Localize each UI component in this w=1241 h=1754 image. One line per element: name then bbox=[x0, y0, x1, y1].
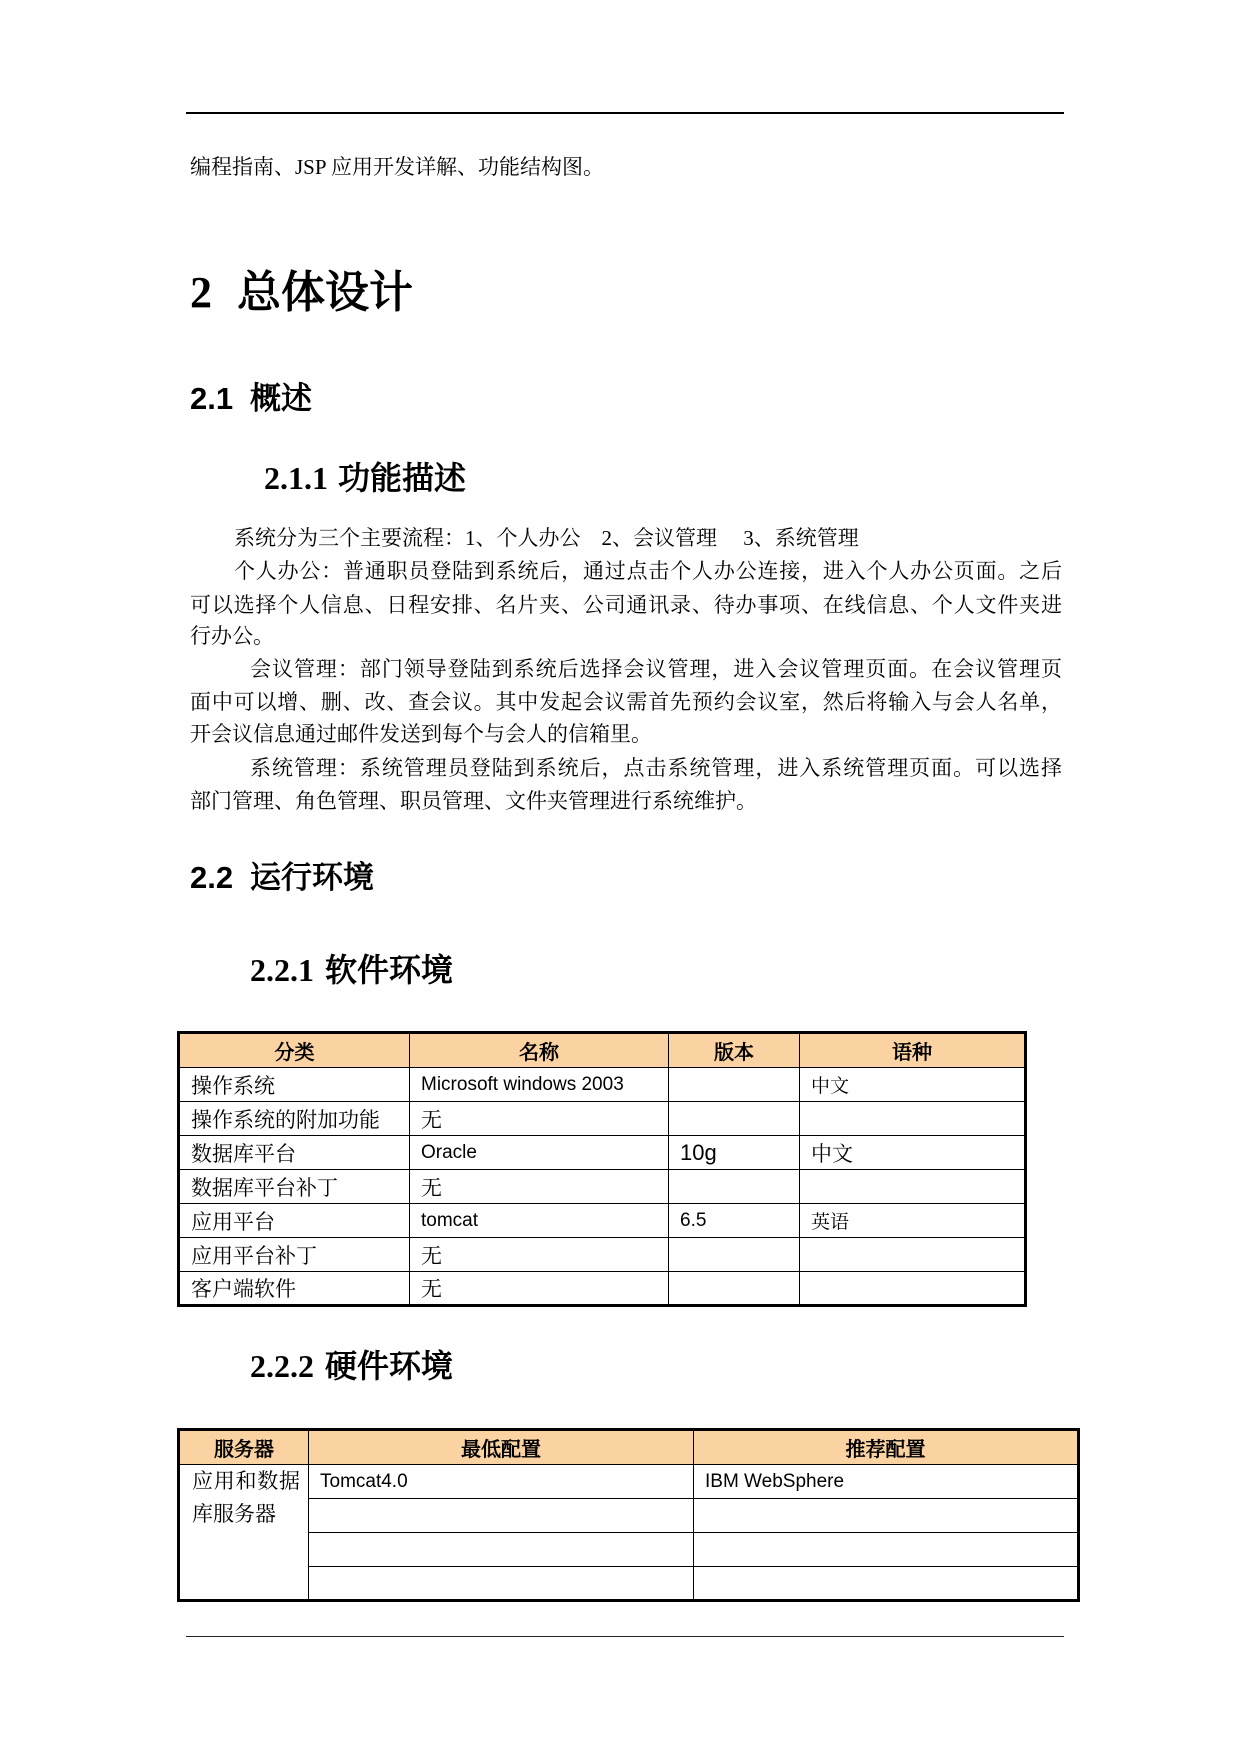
table-row bbox=[179, 1238, 1026, 1272]
table-row bbox=[179, 1465, 1079, 1499]
language-cell bbox=[800, 1102, 1026, 1136]
name-cell: 无 bbox=[410, 1272, 669, 1306]
subsection-title: 软件环境 bbox=[325, 952, 454, 988]
section-number: 2.1 bbox=[190, 381, 234, 416]
column-header-language: 语种 bbox=[800, 1033, 1026, 1068]
subsection-number: 2.2.2 bbox=[250, 1348, 314, 1384]
column-header-version: 版本 bbox=[669, 1033, 800, 1068]
paragraph-line: 开会议信息通过邮件发送到每个与会人的信箱里。 bbox=[190, 722, 652, 746]
version-cell: 10g bbox=[669, 1136, 800, 1170]
column-header-server: 服务器 bbox=[179, 1430, 309, 1465]
category-cell: 客户端软件 bbox=[179, 1272, 410, 1306]
paragraph-line: 系统管理：系统管理员登陆到系统后，点击系统管理，进入系统管理页面。可以选择 bbox=[250, 756, 1062, 780]
table-row bbox=[179, 1499, 1079, 1533]
table-row bbox=[179, 1136, 1026, 1170]
paragraph-line: 面中可以增、删、改、查会议。其中发起会议需首先预约会议室，然后将输入与会人名单， bbox=[190, 690, 1062, 714]
subsection-heading-software bbox=[250, 950, 453, 990]
column-header-name: 名称 bbox=[410, 1033, 669, 1068]
table-row bbox=[179, 1533, 1079, 1567]
version-cell bbox=[669, 1272, 800, 1306]
section-title: 概述 bbox=[250, 381, 312, 416]
subsection-heading-hardware bbox=[250, 1346, 453, 1386]
category-cell: 数据库平台补丁 bbox=[179, 1170, 410, 1204]
column-header-category: 分类 bbox=[179, 1033, 410, 1068]
category-cell: 操作系统 bbox=[179, 1068, 410, 1102]
column-header-minimum-config: 最低配置 bbox=[309, 1430, 694, 1465]
category-cell: 操作系统的附加功能 bbox=[179, 1102, 410, 1136]
recommended-config-cell bbox=[694, 1499, 1079, 1533]
hardware-environment-table bbox=[177, 1428, 1080, 1602]
table-row bbox=[179, 1170, 1026, 1204]
footer-rule bbox=[186, 1636, 1064, 1637]
version-cell: 6.5 bbox=[669, 1204, 800, 1238]
language-cell bbox=[800, 1238, 1026, 1272]
name-cell: Microsoft windows 2003 bbox=[410, 1068, 669, 1102]
paragraph-line: 可以选择个人信息、日程安排、名片夹、公司通讯录、待办事项、在线信息、个人文件夹进 bbox=[190, 593, 1062, 617]
language-cell: 中文 bbox=[800, 1068, 1026, 1102]
category-cell: 应用平台 bbox=[179, 1204, 410, 1238]
subsection-title: 硬件环境 bbox=[325, 1348, 454, 1384]
table-header-row bbox=[179, 1430, 1079, 1465]
recommended-config-cell: IBM WebSphere bbox=[694, 1465, 1079, 1499]
language-cell bbox=[800, 1272, 1026, 1306]
version-cell bbox=[669, 1102, 800, 1136]
table-row bbox=[179, 1102, 1026, 1136]
version-cell bbox=[669, 1068, 800, 1102]
name-cell: 无 bbox=[410, 1170, 669, 1204]
section-title: 运行环境 bbox=[250, 860, 374, 895]
language-cell: 中文 bbox=[800, 1136, 1026, 1170]
intro-line: 编程指南、JSP 应用开发详解、功能结构图。 bbox=[190, 155, 604, 179]
language-cell bbox=[800, 1170, 1026, 1204]
subsection-title: 功能描述 bbox=[338, 460, 467, 496]
name-cell: Oracle bbox=[410, 1136, 669, 1170]
section-number: 2.2 bbox=[190, 860, 234, 895]
section-heading-overview bbox=[190, 379, 312, 419]
category-cell: 应用平台补丁 bbox=[179, 1238, 410, 1272]
recommended-config-cell bbox=[694, 1533, 1079, 1567]
paragraph-line: 个人办公：普通职员登陆到系统后，通过点击个人办公连接，进入个人办公页面。之后 bbox=[234, 559, 1062, 583]
paragraph-line: 系统分为三个主要流程：1、个人办公 2、会议管理 3、系统管理 bbox=[234, 526, 859, 550]
paragraph-line: 行办公。 bbox=[190, 624, 274, 648]
version-cell bbox=[669, 1238, 800, 1272]
category-cell: 数据库平台 bbox=[179, 1136, 410, 1170]
section-heading-environment bbox=[190, 858, 374, 898]
language-cell: 英语 bbox=[800, 1204, 1026, 1238]
table-row bbox=[179, 1204, 1026, 1238]
subsection-heading-function bbox=[264, 458, 466, 498]
chapter-number: 2 bbox=[190, 268, 212, 317]
minimum-config-cell: Tomcat4.0 bbox=[309, 1465, 694, 1499]
table-row bbox=[179, 1068, 1026, 1102]
subsection-number: 2.1.1 bbox=[264, 460, 328, 496]
name-cell: tomcat bbox=[410, 1204, 669, 1238]
version-cell bbox=[669, 1170, 800, 1204]
minimum-config-cell bbox=[309, 1567, 694, 1601]
chapter-title: 总体设计 bbox=[237, 268, 413, 317]
minimum-config-cell bbox=[309, 1499, 694, 1533]
table-row bbox=[179, 1567, 1079, 1601]
name-cell: 无 bbox=[410, 1102, 669, 1136]
name-cell: 无 bbox=[410, 1238, 669, 1272]
recommended-config-cell bbox=[694, 1567, 1079, 1601]
minimum-config-cell bbox=[309, 1533, 694, 1567]
software-environment-table bbox=[177, 1031, 1027, 1307]
column-header-recommended-config: 推荐配置 bbox=[694, 1430, 1079, 1465]
paragraph-line: 部门管理、角色管理、职员管理、文件夹管理进行系统维护。 bbox=[190, 789, 757, 813]
server-cell: 应用和数据库服务器 bbox=[179, 1465, 309, 1601]
table-row bbox=[179, 1272, 1026, 1306]
paragraph-line: 会议管理：部门领导登陆到系统后选择会议管理，进入会议管理页面。在会议管理页 bbox=[250, 657, 1062, 681]
chapter-heading bbox=[190, 267, 413, 319]
table-header-row bbox=[179, 1033, 1026, 1068]
subsection-number: 2.2.1 bbox=[250, 952, 314, 988]
header-rule bbox=[186, 112, 1064, 114]
